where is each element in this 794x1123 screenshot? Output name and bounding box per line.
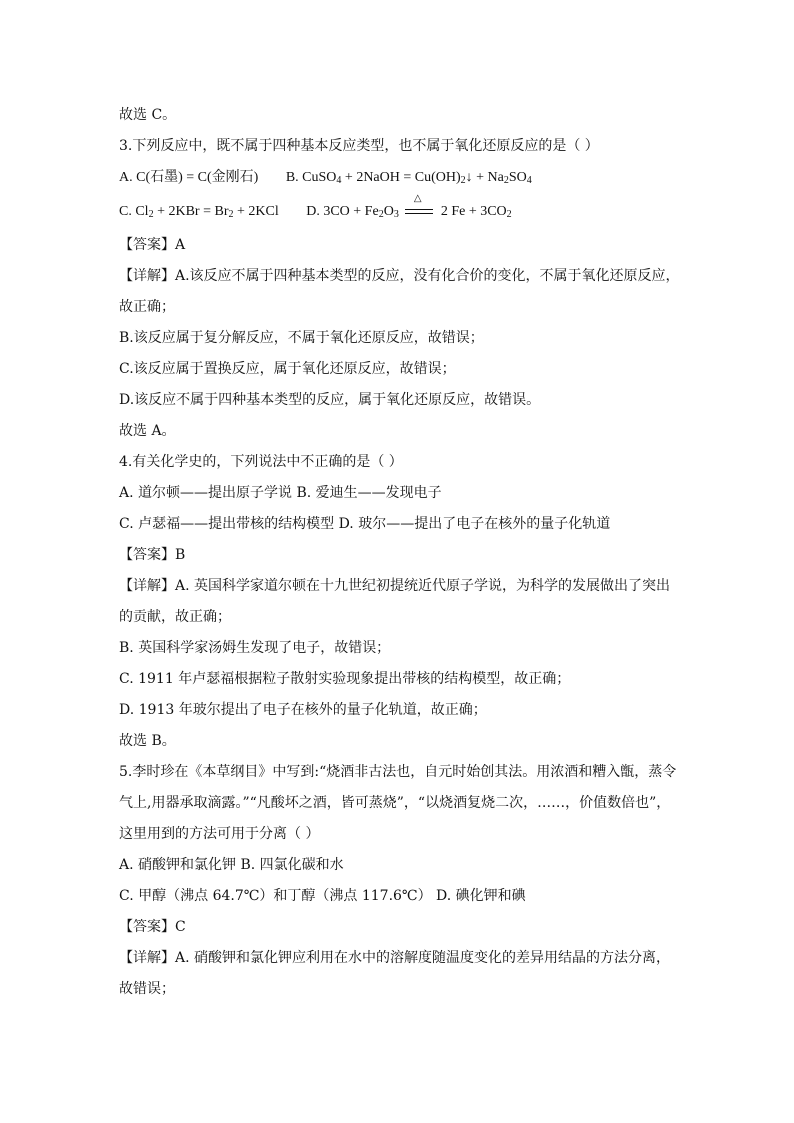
question-5-line-2: 气上,用器承取滴露。”“凡酸坏之酒，皆可蒸烧”，“以烧酒复烧二次，……，价值数倍也”，: [119, 795, 671, 811]
explanation-4-line-4: C. 1911 年卢瑟福根据粒子散射实验现象提出带核的结构模型，故正确；: [119, 671, 571, 687]
choose-answer-4: 故选 B。: [119, 733, 176, 749]
explanation-3-line-2: 故正确；: [119, 299, 175, 315]
answer-3: 【答案】A: [119, 237, 186, 253]
heating-equals-sign: △: [405, 202, 433, 216]
explanation-5-line-2: 故错误；: [119, 981, 175, 997]
question-5-line-1: 5.李时珍在《本草纲目》中写到:“烧酒非古法也，自元时始创其法。用浓酒和糟入甑，蒸令: [119, 764, 677, 780]
explanation-3-line-4: C.该反应属于置换反应，属于氧化还原反应，故错误；: [119, 361, 456, 377]
option-d: D. $3CO + Fe_2O_3$ △ 2 $Fe + 3CO_2$: [306, 193, 512, 220]
explanation-4-line-5: D. 1913 年玻尔提出了电子在核外的量子化轨道，故正确；: [119, 702, 487, 718]
explanation-3-line-1: 【详解】A.该反应不属于四种基本类型的反应，没有化合价的变化，不属于氧化还原反应，: [119, 268, 680, 284]
question-4-options-c-d: C. 卢瑟福——提出带核的结构模型 D. 玻尔——提出了电子在核外的量子化轨道: [119, 516, 611, 532]
explanation-3-line-5: D.该反应不属于四种基本类型的反应，属于氧化还原反应，故错误。: [119, 392, 541, 408]
explanation-4-line-1: 【详解】A. 英国科学家道尔顿在十九世纪初提统近代原子学说，为科学的发展做出了突出: [119, 578, 671, 594]
question-3-options-a-b: [119, 162, 679, 196]
answer-5: 【答案】C: [119, 919, 186, 935]
explanation-4-line-2: 的贡献，故正确；: [119, 609, 231, 625]
option-a: A. C(石墨) = C(金刚石): [119, 170, 259, 185]
explanation-5-line-1: 【详解】A. 硝酸钾和氯化钾应利用在水中的溶解度随温度变化的差异用结晶的方法分离，: [119, 950, 671, 966]
explanation-4-line-3: B. 英国科学家汤姆生发现了电子，故错误；: [119, 640, 391, 656]
text-line: 故选 C。: [119, 107, 177, 123]
explanation-3-line-3: B.该反应属于复分解反应，不属于氧化还原反应，故错误；: [119, 330, 484, 346]
question-3-options-c-d: [119, 193, 679, 230]
question-3: 3.下列反应中，既不属于四种基本反应类型，也不属于氧化还原反应的是（ ）: [119, 138, 599, 154]
answer-4: 【答案】B: [119, 547, 186, 563]
option-b: B. CuSO$_4$ + 2NaOH = $Cu(OH)_2↓ + Na_2SO_4$: [285, 170, 532, 186]
choose-answer-3: 故选 A。: [119, 423, 176, 439]
question-4-options-a-b: A. 道尔顿——提出原子学说 B. 爱迪生——发现电子: [119, 485, 442, 501]
question-5-options-c-d: C. 甲醇（沸点 64.7℃）和丁醇（沸点 117.6℃） D. 碘化钾和碘: [119, 888, 526, 904]
question-5-options-a-b: A. 硝酸钾和氯化钾 B. 四氯化碳和水: [119, 857, 344, 873]
option-c: C. $Cl_2 + 2KBr = Br_2 + 2KCl$: [119, 204, 279, 220]
question-5-line-3: 这里用到的方法可用于分离（ ）: [119, 826, 320, 842]
document-content: [119, 100, 679, 1005]
question-4: 4.有关化学史的，下列说法中不正确的是（ ）: [119, 454, 403, 470]
